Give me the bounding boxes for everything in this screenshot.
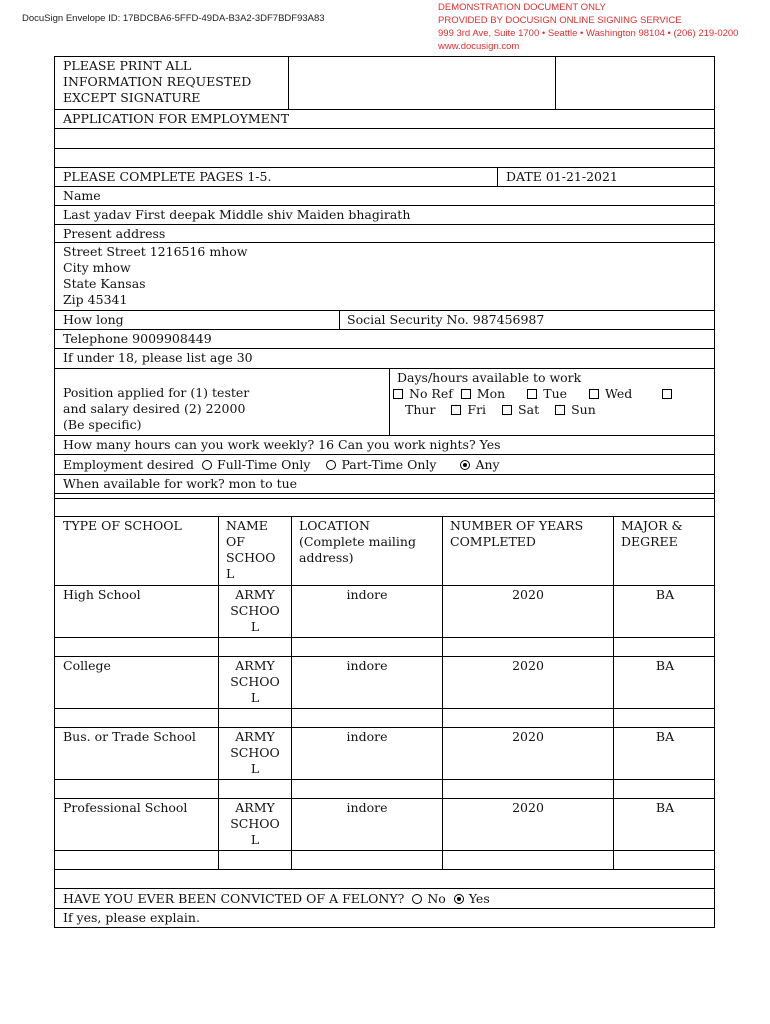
employment-row: [55, 454, 714, 474]
name-label: Name: [63, 188, 101, 203]
address-row[interactable]: [55, 242, 714, 310]
demo-line-4: www.docusign.com: [438, 41, 520, 52]
thur-label: Thur: [405, 402, 436, 417]
part-time-radio[interactable]: [326, 460, 336, 470]
tue-label: Tue: [543, 386, 568, 401]
position-row: [55, 368, 714, 435]
wed-label: Wed: [605, 386, 633, 401]
felony-row: [55, 888, 714, 908]
school-row: [55, 727, 714, 779]
position-applied[interactable]: Position applied for (1) tester: [63, 385, 250, 400]
days-checkboxes-line1: [389, 386, 678, 402]
school-major-cell[interactable]: BA: [655, 658, 675, 673]
complete-pages-row: [55, 167, 714, 186]
state-field[interactable]: State Kansas: [63, 276, 146, 291]
school-name-header: NAME OF SCHOO L: [226, 518, 276, 581]
school-name-cell[interactable]: ARMY SCHOO L: [230, 658, 280, 705]
hours-field[interactable]: How many hours can you work weekly? 16 Can you work nights? Yes: [63, 437, 501, 452]
years-header: NUMBER OF YEARS COMPLETED: [450, 518, 584, 549]
fri-label: Fri: [467, 402, 487, 417]
school-type: Bus. or Trade School: [63, 729, 196, 744]
employment-label: Employment desired: [63, 457, 195, 472]
demo-line-2: PROVIDED BY DOCUSIGN ONLINE SIGNING SERVICE: [438, 15, 682, 26]
sat-checkbox[interactable]: [502, 405, 512, 415]
city-field[interactable]: City mhow: [63, 260, 131, 275]
school-location-cell[interactable]: indore: [346, 800, 388, 815]
telephone-field[interactable]: Telephone 9009908449: [63, 331, 212, 346]
tue-checkbox[interactable]: [527, 389, 537, 399]
school-row: [55, 656, 714, 708]
school-major-cell[interactable]: BA: [655, 587, 675, 602]
thur-checkbox[interactable]: [662, 389, 672, 399]
sun-label: Sun: [571, 402, 596, 417]
street-field[interactable]: Street Street 1216516 mhow: [63, 244, 248, 259]
school-blank-row[interactable]: [55, 779, 714, 798]
age-field[interactable]: If under 18, please list age 30: [63, 350, 253, 365]
demo-notice: [438, 1, 738, 53]
form-title: APPLICATION FOR EMPLOYMENT: [63, 111, 290, 126]
school-major-cell[interactable]: BA: [655, 800, 675, 815]
envelope-id: DocuSign Envelope ID: 17BDCBA6-5FFD-49DA-B3A2-3DF7BDF93A83: [22, 13, 325, 24]
employment-desired: [63, 457, 500, 473]
sat-label: Sat: [518, 402, 540, 417]
address-label-row: [55, 224, 714, 242]
school-name-cell[interactable]: ARMY SCHOO L: [230, 587, 280, 634]
how-long-label: How long: [63, 312, 124, 327]
print-notice-row: [55, 56, 714, 109]
any-radio[interactable]: [460, 460, 470, 470]
felony-no-radio[interactable]: [412, 894, 422, 904]
telephone-row[interactable]: [55, 329, 714, 348]
present-address-label: Present address: [63, 226, 166, 241]
school-blank-row[interactable]: [55, 637, 714, 656]
school-location-cell[interactable]: indore: [346, 658, 388, 673]
full-time-radio[interactable]: [202, 460, 212, 470]
felony-yes-label: Yes: [468, 891, 490, 906]
school-years-cell[interactable]: 2020: [512, 658, 544, 673]
title-row: [55, 109, 714, 128]
felony-explain-row[interactable]: [55, 908, 714, 928]
employment-application-form: [54, 56, 715, 928]
sun-checkbox[interactable]: [555, 405, 565, 415]
blank-row[interactable]: [55, 148, 714, 167]
school-type: Professional School: [63, 800, 188, 815]
fri-checkbox[interactable]: [451, 405, 461, 415]
blank-row[interactable]: [55, 128, 714, 148]
felony-question: HAVE YOU EVER BEEN CONVICTED OF A FELONY?: [63, 891, 405, 906]
date-field[interactable]: [506, 169, 618, 185]
location-header: LOCATION (Complete mailing address): [299, 518, 416, 565]
school-location-cell[interactable]: indore: [346, 587, 388, 602]
full-time-label: Full-Time Only: [217, 457, 311, 472]
type-of-school-header: TYPE OF SCHOOL: [63, 518, 182, 533]
date-label: DATE: [506, 169, 542, 184]
spacer-row: [55, 869, 714, 888]
felony-explain-label: If yes, please explain.: [63, 910, 200, 925]
name-row[interactable]: [55, 205, 714, 224]
no-ref-checkbox[interactable]: [393, 389, 403, 399]
no-ref-label: No Ref: [409, 386, 453, 401]
school-row: [55, 798, 714, 850]
blank-field-2[interactable]: [556, 57, 716, 109]
school-name-cell[interactable]: ARMY SCHOO L: [230, 729, 280, 776]
print-notice: PLEASE PRINT ALL INFORMATION REQUESTED EXCEPT SIGNATURE: [63, 58, 252, 105]
age-row[interactable]: [55, 348, 714, 368]
school-row: [55, 585, 714, 637]
school-major-cell[interactable]: BA: [655, 729, 675, 744]
school-years-cell[interactable]: 2020: [512, 729, 544, 744]
felony-yes-radio[interactable]: [454, 894, 464, 904]
address-block[interactable]: [63, 244, 563, 308]
school-blank-row[interactable]: [55, 850, 714, 869]
school-location-cell[interactable]: indore: [346, 729, 388, 744]
mon-checkbox[interactable]: [461, 389, 471, 399]
how-long-row: [55, 310, 714, 329]
school-type: College: [63, 658, 111, 673]
available-field[interactable]: When available for work? mon to tue: [63, 476, 298, 491]
date-value: 01-21-2021: [545, 169, 618, 184]
hours-row[interactable]: [55, 435, 714, 454]
part-time-label: Part-Time Only: [341, 457, 437, 472]
days-label: Days/hours available to work: [397, 370, 582, 385]
ssn-value: 987456987: [472, 312, 545, 327]
blank-row[interactable]: [55, 498, 714, 516]
be-specific-note: (Be specific): [63, 417, 142, 432]
salary-desired[interactable]: and salary desired (2) 22000: [63, 401, 246, 416]
name-field[interactable]: Last yadav First deepak Middle shiv Maiden bhagirath: [63, 207, 411, 222]
wed-checkbox[interactable]: [589, 389, 599, 399]
school-table-header: [55, 516, 714, 585]
felony-question-block: [63, 891, 490, 907]
major-header: MAJOR & DEGREE: [621, 518, 683, 549]
blank-field-1[interactable]: [289, 57, 555, 109]
days-checkboxes-line2: [405, 402, 596, 418]
any-label: Any: [475, 457, 500, 472]
ssn-label: Social Security No.: [347, 312, 469, 327]
felony-no-label: No: [427, 891, 446, 906]
school-type: High School: [63, 587, 141, 602]
school-name-cell[interactable]: ARMY SCHOO L: [230, 800, 280, 847]
ssn-field[interactable]: [347, 312, 544, 328]
name-label-row: [55, 186, 714, 205]
mon-label: Mon: [476, 386, 506, 401]
school-years-cell[interactable]: 2020: [512, 587, 544, 602]
school-years-cell[interactable]: 2020: [512, 800, 544, 815]
demo-line-3: 999 3rd Ave, Suite 1700 • Seattle • Washington 98104 • (206) 219-0200: [438, 28, 739, 39]
complete-pages-note: PLEASE COMPLETE PAGES 1-5.: [63, 169, 272, 184]
available-row[interactable]: [55, 474, 714, 493]
position-block[interactable]: [63, 385, 383, 433]
school-blank-row[interactable]: [55, 708, 714, 727]
demo-line-1: DEMONSTRATION DOCUMENT ONLY: [438, 2, 606, 13]
zip-field[interactable]: Zip 45341: [63, 292, 128, 307]
